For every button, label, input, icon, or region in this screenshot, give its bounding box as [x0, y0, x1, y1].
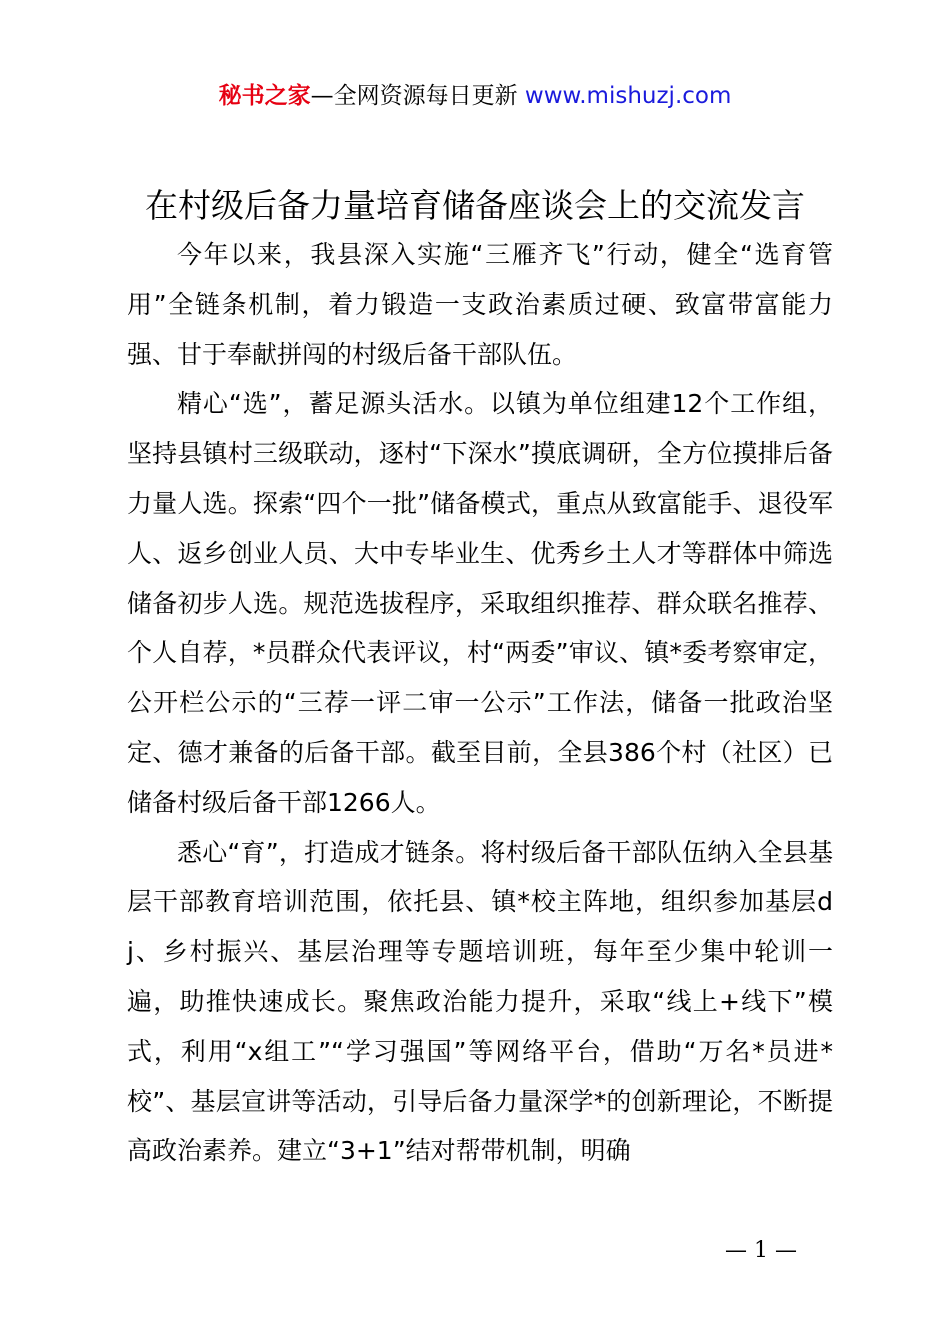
- paragraph-intro: 今年以来，我县深入实施“三雁齐飞”行动，健全“选育管用”全链条机制，着力锻造一支政治素质过硬、致富带富能力强、甘于奉献拼闯的村级后备干部队伍。: [127, 240, 833, 369]
- paragraph-cultivate: 悉心“育”，打造成才链条。将村级后备干部队伍纳入全县基层干部教育培训范围，依托县、镇*校主阵地，组织参加基层dj、乡村振兴、基层治理等专题培训班，每年至少集中轮训一遍，助推快速成长。聚焦政治能力提升，采取“线上+线下”模式，利用“x组工”“学习强国”等网络平台，借助“万名*员进*校”、基层宣讲等活动，引导后备力量深学*的创新理论，不断提高政治素养。建立“3+1”结对帮带机制，明确: [127, 837, 833, 1166]
- site-brand: 秘书之家: [218, 83, 311, 109]
- site-slogan: —全网资源每日更新: [310, 83, 518, 109]
- document-body: [127, 230, 833, 1176]
- document-title: 在村级后备力量培育储备座谈会上的交流发言: [145, 186, 805, 225]
- page-number: — 1 —: [725, 1238, 797, 1263]
- site-url-link[interactable]: www.mishuzj.com: [524, 83, 732, 109]
- site-header: [0, 80, 950, 112]
- paragraph-select: 精心“选”，蓄足源头活水。以镇为单位组建12个工作组，坚持县镇村三级联动，逐村“下深水”摸底调研，全方位摸排后备力量人选。探索“四个一批”储备模式，重点从致富能手、退役军人、返乡创业人员、大中专毕业生、优秀乡土人才等群体中筛选储备初步人选。规范选拔程序，采取组织推荐、群众联名推荐、个人自荐，*员群众代表评议，村“两委”审议、镇*委考察审定，公开栏公示的“三荐一评二审一公示”工作法，储备一批政治坚定、德才兼备的后备干部。截至目前，全县386个村（社区）已储备村级后备干部1266人。: [127, 389, 833, 817]
